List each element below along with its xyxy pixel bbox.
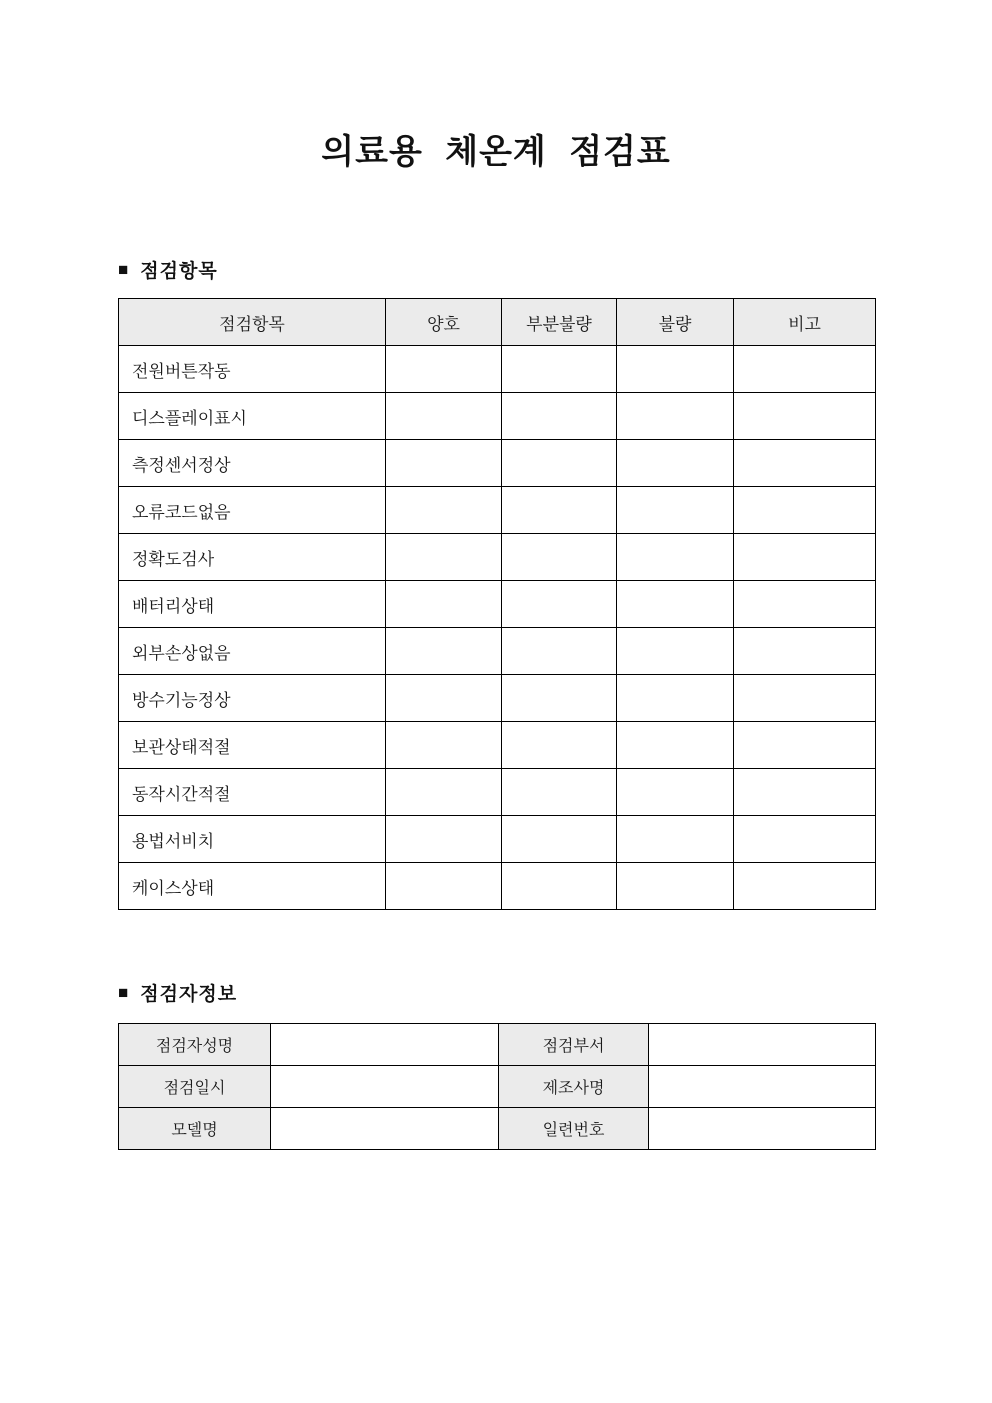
partial-defect-cell bbox=[502, 722, 617, 769]
item-name-cell: 디스플레이표시 bbox=[119, 393, 386, 440]
checklist-row bbox=[119, 440, 876, 487]
defect-cell bbox=[617, 534, 734, 581]
section-heading-inspector bbox=[118, 979, 875, 1006]
checklist-row bbox=[119, 487, 876, 534]
defect-cell bbox=[617, 722, 734, 769]
defect-cell bbox=[617, 675, 734, 722]
field-label-serial-number: 일련번호 bbox=[499, 1108, 649, 1150]
field-label-model-name: 모델명 bbox=[119, 1108, 271, 1150]
checklist-row bbox=[119, 769, 876, 816]
item-name-cell: 전원버튼작동 bbox=[119, 346, 386, 393]
checklist-row bbox=[119, 581, 876, 628]
partial-defect-cell bbox=[502, 816, 617, 863]
field-label-department: 점검부서 bbox=[499, 1024, 649, 1066]
partial-defect-cell bbox=[502, 534, 617, 581]
column-header-defect: 불량 bbox=[617, 299, 734, 346]
item-name-cell: 케이스상태 bbox=[119, 863, 386, 910]
partial-defect-cell bbox=[502, 440, 617, 487]
good-cell bbox=[386, 675, 502, 722]
remarks-cell bbox=[734, 440, 876, 487]
column-header-good: 양호 bbox=[386, 299, 502, 346]
section-heading-inspector-label: 점검자정보 bbox=[140, 984, 238, 1005]
good-cell bbox=[386, 722, 502, 769]
checklist-table bbox=[118, 298, 876, 910]
item-name-cell: 용법서비치 bbox=[119, 816, 386, 863]
item-name-cell: 동작시간적절 bbox=[119, 769, 386, 816]
item-name-cell: 정확도검사 bbox=[119, 534, 386, 581]
defect-cell bbox=[617, 440, 734, 487]
remarks-cell bbox=[734, 863, 876, 910]
column-header-partial-defect: 부분불량 bbox=[502, 299, 617, 346]
good-cell bbox=[386, 487, 502, 534]
defect-cell bbox=[617, 393, 734, 440]
remarks-cell bbox=[734, 628, 876, 675]
remarks-cell bbox=[734, 769, 876, 816]
good-cell bbox=[386, 534, 502, 581]
partial-defect-cell bbox=[502, 393, 617, 440]
remarks-cell bbox=[734, 534, 876, 581]
field-value-manufacturer bbox=[649, 1066, 876, 1108]
remarks-cell bbox=[734, 393, 876, 440]
item-name-cell: 배터리상태 bbox=[119, 581, 386, 628]
column-header-remarks: 비고 bbox=[734, 299, 876, 346]
square-bullet-icon: ■ bbox=[118, 983, 130, 1002]
checklist-row bbox=[119, 346, 876, 393]
page-title: 의료용 체온계 점검표 bbox=[321, 133, 671, 171]
field-value-inspector-name bbox=[271, 1024, 499, 1066]
partial-defect-cell bbox=[502, 863, 617, 910]
info-row bbox=[119, 1066, 876, 1108]
checklist-row bbox=[119, 675, 876, 722]
good-cell bbox=[386, 346, 502, 393]
partial-defect-cell bbox=[502, 769, 617, 816]
item-name-cell: 방수기능정상 bbox=[119, 675, 386, 722]
defect-cell bbox=[617, 769, 734, 816]
item-name-cell: 오류코드없음 bbox=[119, 487, 386, 534]
good-cell bbox=[386, 769, 502, 816]
good-cell bbox=[386, 816, 502, 863]
good-cell bbox=[386, 440, 502, 487]
good-cell bbox=[386, 581, 502, 628]
field-value-inspection-date bbox=[271, 1066, 499, 1108]
checklist-row bbox=[119, 863, 876, 910]
good-cell bbox=[386, 863, 502, 910]
info-row bbox=[119, 1024, 876, 1066]
remarks-cell bbox=[734, 346, 876, 393]
remarks-cell bbox=[734, 675, 876, 722]
good-cell bbox=[386, 628, 502, 675]
square-bullet-icon: ■ bbox=[118, 260, 130, 279]
inspector-info-table bbox=[118, 1023, 876, 1150]
defect-cell bbox=[617, 816, 734, 863]
checklist-row bbox=[119, 393, 876, 440]
field-label-inspector-name: 점검자성명 bbox=[119, 1024, 271, 1066]
defect-cell bbox=[617, 863, 734, 910]
partial-defect-cell bbox=[502, 346, 617, 393]
partial-defect-cell bbox=[502, 628, 617, 675]
field-label-inspection-date: 점검일시 bbox=[119, 1066, 271, 1108]
checklist-row bbox=[119, 722, 876, 769]
good-cell bbox=[386, 393, 502, 440]
field-value-department bbox=[649, 1024, 876, 1066]
partial-defect-cell bbox=[502, 581, 617, 628]
checklist-row bbox=[119, 628, 876, 675]
document-content bbox=[118, 256, 875, 1150]
partial-defect-cell bbox=[502, 675, 617, 722]
defect-cell bbox=[617, 346, 734, 393]
item-name-cell: 외부손상없음 bbox=[119, 628, 386, 675]
field-value-serial-number bbox=[649, 1108, 876, 1150]
section-heading-checklist bbox=[118, 256, 875, 283]
remarks-cell bbox=[734, 816, 876, 863]
remarks-cell bbox=[734, 581, 876, 628]
item-name-cell: 측정센서정상 bbox=[119, 440, 386, 487]
remarks-cell bbox=[734, 722, 876, 769]
item-name-cell: 보관상태적절 bbox=[119, 722, 386, 769]
field-value-model-name bbox=[271, 1108, 499, 1150]
partial-defect-cell bbox=[502, 487, 617, 534]
checklist-header-row bbox=[119, 299, 876, 346]
info-row bbox=[119, 1108, 876, 1150]
defect-cell bbox=[617, 581, 734, 628]
section-heading-checklist-label: 점검항목 bbox=[140, 261, 218, 282]
checklist-row bbox=[119, 534, 876, 581]
defect-cell bbox=[617, 628, 734, 675]
field-label-manufacturer: 제조사명 bbox=[499, 1066, 649, 1108]
column-header-item: 점검항목 bbox=[119, 299, 386, 346]
checklist-row bbox=[119, 816, 876, 863]
remarks-cell bbox=[734, 487, 876, 534]
defect-cell bbox=[617, 487, 734, 534]
